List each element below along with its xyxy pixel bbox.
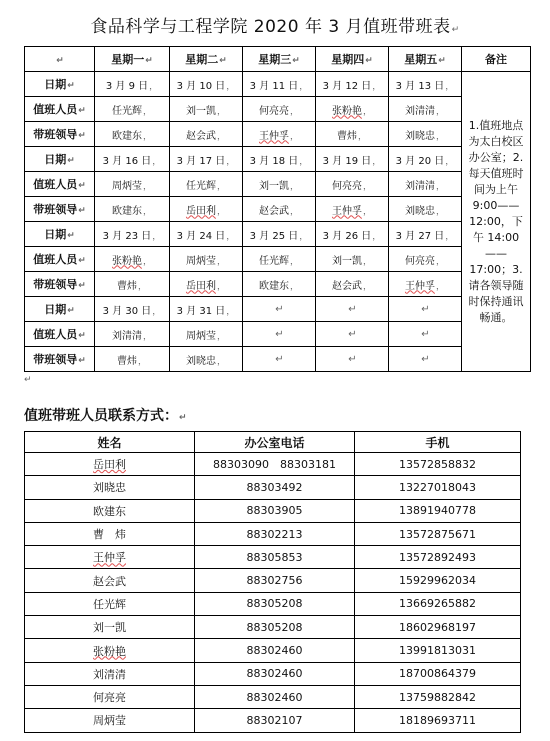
header-monday: 星期一↵	[95, 47, 170, 72]
schedule-cell: 3 月 13 日，	[389, 72, 462, 97]
contact-row	[25, 662, 521, 685]
contact-name: 周炳莹	[25, 709, 195, 732]
schedule-cell: 欧建东，	[243, 272, 316, 297]
contact-office-phone: 88302213	[195, 522, 355, 545]
header-notes: 备注	[462, 47, 531, 72]
schedule-cell: 3 月 10 日，	[170, 72, 243, 97]
contact-row	[25, 499, 521, 522]
header-wednesday: 星期三↵	[243, 47, 316, 72]
schedule-cell: 何亮亮，	[243, 97, 316, 122]
contact-row	[25, 453, 521, 476]
header-tuesday: 星期二↵	[170, 47, 243, 72]
row-label: 带班领导↵	[25, 122, 95, 147]
schedule-cell: 赵会武，	[170, 122, 243, 147]
row-label: 带班领导↵	[25, 272, 95, 297]
schedule-cell: 曹炜，	[95, 272, 170, 297]
contact-office-phone: 88305208	[195, 592, 355, 615]
schedule-cell: 曹炜，	[316, 122, 389, 147]
duty-schedule-table	[24, 46, 531, 372]
row-label: 日期↵	[25, 222, 95, 247]
contacts-table	[24, 431, 521, 733]
contact-office-phone: 88302107	[195, 709, 355, 732]
schedule-cell: ↵	[243, 347, 316, 372]
row-label: 值班人员↵	[25, 97, 95, 122]
schedule-cell: 3 月 23 日，	[95, 222, 170, 247]
contact-name: 刘清清	[25, 662, 195, 685]
schedule-cell: 3 月 27 日，	[389, 222, 462, 247]
contact-name: 曹 炜	[25, 522, 195, 545]
contact-mobile: 18189693711	[355, 709, 521, 732]
contact-office-phone: 88305208	[195, 616, 355, 639]
schedule-cell: 欧建东，	[95, 122, 170, 147]
schedule-cell: 岳田利，	[170, 197, 243, 222]
contact-name: 王仲孚	[25, 546, 195, 569]
schedule-cell: 张粉艳，	[95, 247, 170, 272]
schedule-cell: 3 月 30 日，	[95, 297, 170, 322]
contact-name: 张粉艳	[25, 639, 195, 662]
schedule-cell: 任光辉，	[243, 247, 316, 272]
schedule-cell: 刘清清，	[389, 172, 462, 197]
contact-mobile: 13891940778	[355, 499, 521, 522]
contact-mobile: 18700864379	[355, 662, 521, 685]
notes-cell: 1.值班地点为太白校区办公室；2.每天值班时间为上午 9:00——12:00，下午 14:00——17:00；3.请各领导随时保持通讯畅通。	[462, 72, 531, 372]
schedule-cell: 刘晓忠，	[389, 197, 462, 222]
contact-office-phone: 88305853	[195, 546, 355, 569]
contact-name: 欧建东	[25, 499, 195, 522]
schedule-header-row	[25, 47, 531, 72]
contact-name: 刘晓忠	[25, 476, 195, 499]
contact-row	[25, 522, 521, 545]
schedule-cell: 3 月 31 日，	[170, 297, 243, 322]
row-label: 值班人员↵	[25, 322, 95, 347]
schedule-cell: 赵会武，	[316, 272, 389, 297]
contact-name: 刘一凯	[25, 616, 195, 639]
schedule-row	[25, 347, 531, 372]
schedule-cell: 刘晓忠，	[170, 347, 243, 372]
row-label: 值班人员↵	[25, 247, 95, 272]
contact-office-phone: 88303492	[195, 476, 355, 499]
schedule-row	[25, 322, 531, 347]
row-label: 值班人员↵	[25, 172, 95, 197]
contact-office-phone: 88302460	[195, 639, 355, 662]
schedule-cell: 周炳莹，	[95, 172, 170, 197]
schedule-cell: 刘一凯，	[170, 97, 243, 122]
schedule-cell: 王仲孚，	[389, 272, 462, 297]
contact-row	[25, 709, 521, 732]
contacts-title: 值班带班人员联系方式：↵	[24, 408, 187, 424]
row-label: 日期↵	[25, 297, 95, 322]
schedule-row	[25, 147, 531, 172]
schedule-row	[25, 172, 531, 197]
contact-mobile: 13572875671	[355, 522, 521, 545]
schedule-cell: 岳田利，	[170, 272, 243, 297]
header-thursday: 星期四↵	[316, 47, 389, 72]
header-office-phone: 办公室电话	[195, 432, 355, 453]
schedule-cell: ↵	[316, 322, 389, 347]
header-name: 姓名	[25, 432, 195, 453]
contact-mobile: 13669265882	[355, 592, 521, 615]
contact-office-phone: 88303090 88303181	[195, 453, 355, 476]
row-label: 带班领导↵	[25, 197, 95, 222]
schedule-cell: 王仲孚，	[243, 122, 316, 147]
contact-row	[25, 569, 521, 592]
contact-row	[25, 639, 521, 662]
schedule-cell: ↵	[243, 322, 316, 347]
contact-row	[25, 592, 521, 615]
schedule-cell: 3 月 12 日，	[316, 72, 389, 97]
schedule-cell: 王仲孚，	[316, 197, 389, 222]
contact-office-phone: 88303905	[195, 499, 355, 522]
document-title: 食品科学与工程学院 2020 年 3 月值班带班表↵	[90, 17, 460, 37]
schedule-row	[25, 97, 531, 122]
schedule-cell: 任光辉，	[170, 172, 243, 197]
schedule-cell: 刘晓忠，	[389, 122, 462, 147]
contact-office-phone: 88302756	[195, 569, 355, 592]
schedule-cell: 周炳莹，	[170, 322, 243, 347]
schedule-cell: 何亮亮，	[389, 247, 462, 272]
schedule-cell: 赵会武，	[243, 197, 316, 222]
contact-row	[25, 616, 521, 639]
schedule-cell: 张粉艳，	[316, 97, 389, 122]
contact-mobile: 13227018043	[355, 476, 521, 499]
contact-name: 赵会武	[25, 569, 195, 592]
contact-mobile: 13991813031	[355, 639, 521, 662]
contact-name: 任光辉	[25, 592, 195, 615]
contact-mobile: 13572892493	[355, 546, 521, 569]
header-friday: 星期五↵	[389, 47, 462, 72]
schedule-row	[25, 272, 531, 297]
schedule-row	[25, 297, 531, 322]
schedule-cell: 3 月 16 日，	[95, 147, 170, 172]
schedule-cell: 3 月 18 日，	[243, 147, 316, 172]
schedule-cell: 刘一凯，	[243, 172, 316, 197]
schedule-cell: ↵	[389, 297, 462, 322]
contact-row	[25, 476, 521, 499]
schedule-cell: 欧建东，	[95, 197, 170, 222]
schedule-row	[25, 122, 531, 147]
schedule-cell: 刘一凯，	[316, 247, 389, 272]
schedule-cell: 刘清清，	[389, 97, 462, 122]
contact-name: 何亮亮	[25, 685, 195, 708]
schedule-cell: ↵	[316, 297, 389, 322]
row-label: 日期↵	[25, 72, 95, 97]
contact-mobile: 13572858832	[355, 453, 521, 476]
row-label: 日期↵	[25, 147, 95, 172]
paragraph-mark: ↵	[24, 375, 32, 385]
contact-office-phone: 88302460	[195, 662, 355, 685]
schedule-row	[25, 247, 531, 272]
contact-mobile: 13759882842	[355, 685, 521, 708]
contact-row	[25, 546, 521, 569]
schedule-cell: 曹炜，	[95, 347, 170, 372]
schedule-cell: 3 月 19 日，	[316, 147, 389, 172]
schedule-cell: 何亮亮，	[316, 172, 389, 197]
contact-office-phone: 88302460	[195, 685, 355, 708]
schedule-cell: 3 月 9 日，	[95, 72, 170, 97]
contact-mobile: 18602968197	[355, 616, 521, 639]
schedule-cell: 3 月 17 日，	[170, 147, 243, 172]
contact-name: 岳田利	[25, 453, 195, 476]
header-blank: ↵	[25, 47, 95, 72]
row-label: 带班领导↵	[25, 347, 95, 372]
schedule-cell: 周炳莹，	[170, 247, 243, 272]
schedule-cell: ↵	[243, 297, 316, 322]
schedule-cell: 3 月 24 日，	[170, 222, 243, 247]
schedule-cell: 刘清清，	[95, 322, 170, 347]
schedule-row	[25, 197, 531, 222]
header-mobile: 手机	[355, 432, 521, 453]
contact-mobile: 15929962034	[355, 569, 521, 592]
schedule-cell: 3 月 26 日，	[316, 222, 389, 247]
schedule-cell: 3 月 25 日，	[243, 222, 316, 247]
contact-row	[25, 685, 521, 708]
schedule-row	[25, 222, 531, 247]
schedule-cell: 任光辉，	[95, 97, 170, 122]
schedule-cell: 3 月 11 日，	[243, 72, 316, 97]
schedule-cell: 3 月 20 日，	[389, 147, 462, 172]
schedule-cell: ↵	[389, 347, 462, 372]
contacts-header-row	[25, 432, 521, 453]
schedule-row	[25, 72, 531, 97]
schedule-cell: ↵	[389, 322, 462, 347]
schedule-cell: ↵	[316, 347, 389, 372]
